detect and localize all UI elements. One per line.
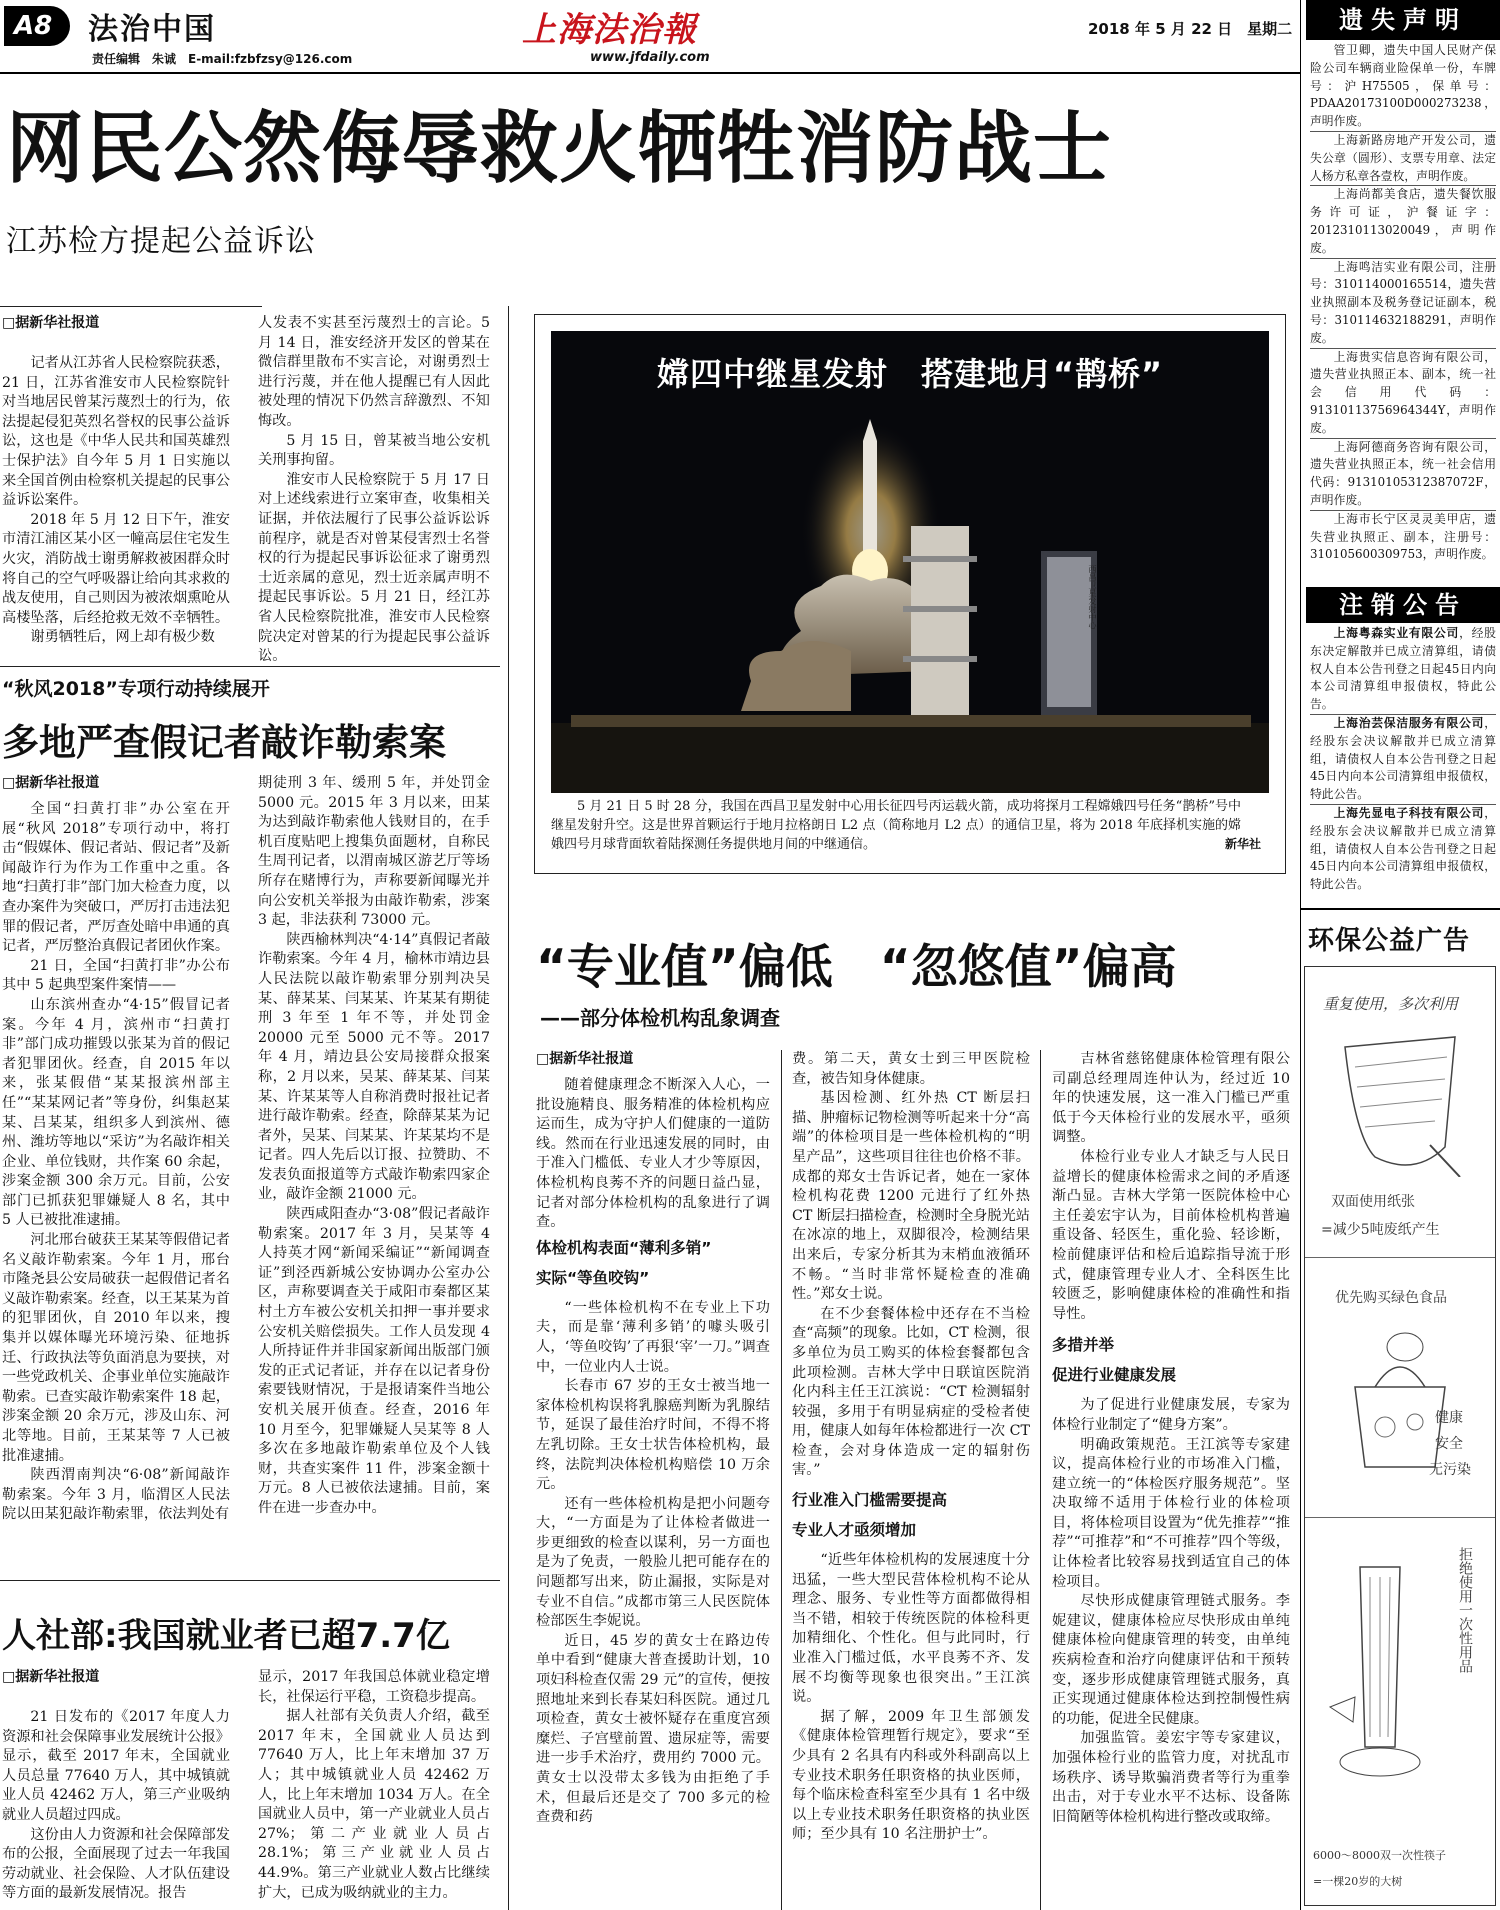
story2-col-2	[258, 774, 490, 1519]
story3-col-1	[2, 1708, 230, 1904]
paragraph: 吉林省慈铭健康体检管理有限公司副总经理周连仲认为，经过近 10 年的快速发展，这一准入门槛已严重低于今天体检行业的发展水平，亟须调整。	[1052, 1051, 1290, 1146]
paragraph: 河北邢台破获王某某等假借记者名义敲诈勒索案。今年 1 月，邢台市隆尧县公安局破获一起假借记者名义敲诈勒索案。经查，以王某某为首的犯罪团伙，自 2010 年以来，搜集并以媒体曝光环境污染、征地拆迁、行政执法等负面消息为要挟，对一些党政机关、企事业单位实施敲诈勒索。已查实敲诈勒索案件 18 起，涉案金额 20 余万元，涉及山东、河北等地。目前，王某某等 7 人已被批准逮捕。	[2, 1232, 230, 1464]
column-divider	[520, 306, 521, 896]
divider	[0, 1580, 500, 1581]
notice-item: 上海阿德商务咨询有限公司，遗失营业执照正本，统一社会信用代码：91310105312387072F，声明作废。	[1310, 439, 1496, 511]
paragraph: 这份由人力资源和社会保障部发布的公报，全面展现了过去一年我国劳动就业、社会保险、人才队伍建设等方面的最新发展情况。报告	[2, 1826, 230, 1902]
column-divider	[781, 1050, 782, 1910]
paragraph: 加强监管。姜宏宇等专家建议，加强体检行业的监管力度，对扰乱市场秩序、诱导欺骗消费者等行为重拳出击，对于专业水平不达标、设备陈旧简陋等体检机构进行整改或取缔。	[1052, 1730, 1290, 1825]
ad-text: =减少5吨废纸产生	[1321, 1222, 1440, 1238]
paragraph: 还有一些体检机构是把小问题夸大，“一方面是为了让体检者做进一步更细致的检查以谋利，另一方面也是为了免责，一般脸儿把可能存在的问题都写出来，防止漏报，实际是对专业不自信。”成都市第三人民医院体检部医生李妮说。	[536, 1495, 770, 1630]
paragraph: 明确政策规范。王江滨等专家建议，提高体检行业的市场准入门槛，建立统一的“体检医疗服务规范”。坚决取缔不适用于体检行业的体检项目，将体检项目设置为“优先推荐”“推荐”“可推荐”和“不可推荐”四个等级，让体检者比较容易找到适宜自己的体检项目。	[1052, 1436, 1290, 1590]
ad-title: 环保公益广告	[1308, 926, 1471, 956]
section-subhead: 专业人才亟须增加	[792, 1521, 917, 1540]
rocket-launch-image	[551, 331, 1269, 793]
story3-byline: □据新华社报道	[2, 1669, 100, 1685]
notice-body: ，经股东会决议解散并已成立清算组，请债权人自本公告刊登之日起45日内向本公司清算组申报债权，特此公告。	[1310, 805, 1496, 892]
paragraph: 谢勇牺牲后，网上却有极少数	[30, 629, 215, 646]
ad-text: 拒绝使用一次性用品	[1457, 1547, 1473, 1673]
paragraph: 淮安市人民检察院于 5 月 17 日对上述线索进行立案审查，收集相关证据，并依法履行了民事公益诉讼诉前程序，就是否对曾某侵害烈士名誉权的行为提起民事诉讼征求了谢勇烈士近亲属的意见，烈士近亲属声明不提起民事诉讼。5 月 21 日，经江苏省人民检察院批准，淮安市人民检察院决定对曾某的行为提起民事公益诉讼。	[258, 471, 490, 665]
paragraph: 尽快形成健康管理链式服务。李妮建议，健康体检应尽快形成由单纯健康体检向健康管理的转变，由单纯疾病检查和治疗向健康评估和干预转变，逐步形成健康管理链式服务，真正实现通过健康体检达到控制慢性病的功能，促进全民健康。	[1052, 1593, 1290, 1727]
company-name: 上海治芸保洁服务有限公司	[1333, 715, 1485, 730]
notice-item: 上海市长宁区灵灵美甲店，遗失营业执照正、副本，注册号：310105600309753，声明作废。	[1310, 511, 1496, 562]
ad-text: 优先购买绿色食品	[1335, 1290, 1447, 1306]
lost-notices-title: 遗失声明	[1306, 0, 1500, 40]
paragraph: 据了解，2009 年卫生部颁发《健康体检管理暂行规定》，要求“至少具有 2 名具有内科或外科副高以上专业技术职务任职资格的执业医师，每个临床检查科室至少具有 1 名中级以上专业技术职务任职资格的执业医师；至少具有 10 名注册护士”。	[792, 1708, 1030, 1843]
paragraph: 显示，2017 年我国总体就业稳定增长，社保运行平稳，工资稳步提高。	[258, 1669, 490, 1705]
notice-item	[1310, 625, 1496, 715]
story2-col-1	[2, 800, 230, 1525]
paragraph: 记者从江苏省人民检察院获悉，21 日，江苏省淮安市人民检察院针对当地居民曾某污蔑烈士的行为，依法提起侵犯英烈名誉权的民事公益诉讼，这也是《中华人民共和国英雄烈士保护法》自今年 5 月 1 日实施以来全国首例由检察机关提起的民事公益诉讼案件。	[2, 355, 230, 509]
paragraph: 期徒刑 3 年、缓刑 5 年，并处罚金 5000 元。2015 年 3 月以来，田某为达到敲诈勒索他人钱财目的，在手机百度贴吧上搜集负面题材，自称民生周刊记者，以渭南城区游艺厅等场所存在赌博行为，声称要新闻曝光并向公安机关举报为由敲诈勒索，涉案 3 起，非法获利 73000 元。	[258, 775, 490, 929]
paragraph: 为了促进行业健康发展，专家为体检行业制定了“健身方案”。	[1052, 1397, 1290, 1433]
lead-col-2	[258, 314, 490, 667]
ad-text: 安全	[1435, 1436, 1463, 1452]
paragraph: 2018 年 5 月 12 日下午，淮安市清江浦区某小区一幢高层住宅发生火灾，消防战士谢勇解救被困群众时将自己的空气呼吸器让给向其求救的战友使用，自己则因为被浓烟熏呛从高楼坠落，后经抢救无效不幸牺牲。	[2, 511, 230, 626]
cancel-notices-title: 注销公告	[1306, 587, 1500, 623]
paragraph: 陕西咸阳查办“3·08”假记者敲诈勒索案。2017 年 3 月，吴某等 4 人持英才网“新闻采编证”“新闻调查证”到泾西新城公安协调办公室办公区，声称要调查关于咸阳市秦都区某村土方车被公安机关扣押一事并要求公安机关赔偿损失。工作人员发现 4 人所持证件并非国家新闻出版部门颁发的正式记者证，并存在以记者身份索要钱财情况，于是报请案件当地公安机关展开侦查。经查，2016 年 10 月至今，犯罪嫌疑人吴某等 8 人多次在多地敲诈勒索单位及个人钱财，共查实案件 11 件，涉案金额十万元。8 人已被依法逮捕。目前，案件在进一步查办中。	[258, 1206, 490, 1516]
section-title: 法治中国	[88, 12, 216, 47]
cancel-notices	[1306, 587, 1500, 896]
photo-credit: 新华社	[1225, 837, 1262, 851]
paragraph: 近日，45 岁的黄女士在路边传单中看到“健康大普查援助计划，10 项妇科检查仅需 29 元”的宣传，便按照地址来到长春某妇科医院。通过几项检查，黄女士被怀疑存在重度宫颈糜烂、子宫壁前置、遗尿症等，需要进一步手术治疗，费用约 7000 元。黄女士以没带太多钱为由拒绝了手术，但最后还是交了 700 多元的检查费和药	[536, 1632, 770, 1826]
paper-name-logo: 上海法治報	[522, 10, 697, 50]
paragraph: 在不少套餐体检中还存在不当检查“高频”的现象。比如，CT 检测，很多单位为员工购买的体检套餐都包含此项检测。吉林大学中日联谊医院消化内科主任王江滨说：“CT 检测辐射较强，多用于有明显病症的受检者使用，健康人如每年体检都进行一次 CT 检查，会对身体造成一定的辐射伤害。”	[792, 1305, 1030, 1479]
story3-headline: 人社部:我国就业者已超7.7亿	[2, 1616, 450, 1656]
lead-headline: 网民公然侮辱救火牺牲消防战士	[6, 104, 1113, 194]
company-name: 上海粤森实业有限公司	[1333, 626, 1460, 640]
paragraph: 陕西渭南判决“6·08”新闻敲诈勒索案。今年 3 月，临渭区人民法院以田某犯敲诈勒索罪，依法判处有	[2, 1467, 230, 1523]
ad-text: 健康	[1435, 1410, 1463, 1426]
lead-col-1	[2, 354, 230, 648]
lead-subheadline: 江苏检方提起公益诉讼	[6, 224, 316, 259]
column-divider	[508, 306, 509, 1910]
paragraph: 体检行业专业人才缺乏与人民日益增长的健康体检需求之间的矛盾逐渐凸显。吉林大学第一医院体检中心主任姜宏宇认为，目前体检机构普遍重设备、轻医生，重化验、轻诊断，检前健康评估和检后追踪指导流于形式，健康管理专业人才、全科医生比较匮乏，影响健康体检的准确性和指导性。	[1052, 1148, 1290, 1322]
notice-item	[1310, 805, 1496, 894]
paragraph: 费。第二天，黄女士到三甲医院检查，被告知身体健康。	[792, 1051, 1030, 1087]
paragraph: 陕西榆林判决“4·14”真假记者敲诈勒索案。今年 4 月，榆林市靖边县人民法院以敲诈勒索罪分别判决吴某、薛某某、闫某某、许某某有期徒刑 3 年至 1 年不等，并处罚金 20000 元至 5000 元不等。2017 年 4 月，靖边县公安局接群众报案称，2 月以来，吴某、薛某某、闫某某、许某某等人自称消费时报社记者进行敲诈勒索。经查，除薛某某为记者外，吴某、闫某某、许某某均不是记者。四人先后以订报、拉赞助、不发表负面报道等方式敲诈勒索四家企业，敲诈金额 21000 元。	[258, 931, 490, 1203]
story2-kicker: “秋风2018”专项行动持续展开	[2, 678, 270, 700]
lost-notices	[1306, 0, 1500, 568]
section-subhead: 促进行业健康发展	[1052, 1366, 1177, 1385]
section-subhead: 实际“等鱼咬钩”	[536, 1268, 650, 1287]
masthead	[0, 0, 1300, 72]
notice-body: ，经股东会决议解散并已成立清算组，请债权人自本公告刊登之日起45日内向本公司清算组申报债权，特此公告。	[1310, 715, 1496, 802]
column-divider	[1040, 1050, 1041, 1910]
editor-line: 责任编辑 朱诚 E-mail:fzbfzsy@126.com	[92, 52, 353, 66]
section-subhead: 行业准入门槛需要提高	[792, 1491, 948, 1510]
story2-headline: 多地严查假记者敲诈勒索案	[2, 721, 446, 764]
public-service-ad	[1300, 910, 1500, 1910]
photo-caption	[551, 797, 1241, 854]
divider	[1305, 1257, 1495, 1258]
caption-text: 5 月 21 日 5 时 28 分，我国在西昌卫星发射中心用长征四号丙运载火箭，成功将探月工程嫦娥四号任务“鹊桥”号中继星发射升空。这是世界首颗运行于地月拉格朗日 L2 点（简称地月 L2 点）的通信卫星，将为 2018 年底择机实施的嫦娥四号月球背面软着陆探测任务提供地月间的中继通信。	[551, 799, 1241, 852]
divider	[1305, 1517, 1495, 1518]
launch-tower-lettering: 西昌卫星发射中心	[1088, 565, 1097, 629]
story4-byline: □据新华社报道	[536, 1051, 634, 1067]
section-subhead: 体检机构表面“薄利多销”	[536, 1238, 712, 1257]
paragraph: 人发表不实甚至污蔑烈士的言论。5 月 14 日，淮安经济开发区的曾某在微信群里散布不实言论，对谢勇烈士进行污蔑，并在他人提醒已有人因此被处理的情况下仍然言辞激烈、不知悔改。	[258, 315, 490, 429]
photo-overlay-title: 嫦四中继星发射 搭建地月“鹊桥”	[656, 355, 1164, 393]
ad-text: 双面使用纸张	[1331, 1194, 1415, 1210]
issue-date: 2018 年 5 月 22 日 星期二	[1088, 20, 1293, 38]
paragraph: 据人社部有关负责人介绍，截至 2017 年末，全国就业人员达到 77640 万人，比上年末增加 37 万人；其中城镇就业人员 42462 万人，比上年末增加 1034 万人。在全国就业人员中，第一产业就业人员占 27%；第二产业就业人员占 28.1%；第三产业就业人员占 44.9%。第三产业就业人数占比继续扩大，已成为吸纳就业的主力。	[258, 1708, 490, 1901]
ad-text: 无污染	[1429, 1462, 1471, 1478]
story4-headline: “专业值”偏低 “忽悠值”偏高	[536, 940, 1177, 995]
story2-byline: □据新华社报道	[2, 775, 100, 791]
paper-url: www.jfdaily.com	[590, 50, 710, 65]
lost-notices-list	[1306, 40, 1500, 568]
story4-col-2	[792, 1050, 1030, 1845]
notice-item: 管卫卿，遗失中国人民财产保险公司车辆商业险保单一份，车牌号：沪H75505，保单号：PDAA20173100D000273238，声明作废。	[1310, 42, 1496, 132]
chopsticks-tree-illustration	[1325, 1547, 1435, 1797]
paragraph: “一些体检机构不在专业上下功夫，而是靠‘薄利多销’的噱头吸引人，‘等鱼咬钩’了再狠‘宰’一刀。”调查中，一位业内人士说。	[536, 1299, 770, 1375]
company-name: 上海先显电子科技有限公司	[1333, 805, 1485, 820]
ad-text: =一棵20岁的大树	[1313, 1875, 1403, 1888]
notice-item: 上海尚都美食店，遗失餐饮服务许可证，沪餐证字：2012310113020049，声明作废。	[1310, 186, 1496, 258]
section-subhead: 多措并举	[1052, 1336, 1115, 1355]
lead-byline: □据新华社报道	[2, 315, 100, 331]
story4-col-3	[1052, 1050, 1290, 1827]
paper-stack-illustration	[1335, 1027, 1475, 1177]
notice-item	[1310, 715, 1496, 805]
story3-col-2	[258, 1668, 490, 1903]
ad-text: 6000～8000双一次性筷子	[1313, 1849, 1446, 1862]
paragraph: 全国“扫黄打非”办公室在开展“秋风 2018”专项行动中，将打击“假媒体、假记者站、假记者”及新闻敲诈行为作为工作重中之重。各地“扫黄打非”部门加大检查力度，以查办案件为突破口，严厉打击违法犯罪的假记者，严厉查处暗中串通的真记者，严厉整治真假记者团伙作案。	[2, 801, 230, 955]
paragraph: 基因检测、红外热 CT 断层扫描、肿瘤标记物检测等听起来十分“高端”的体检项目是一些体检机构的“明星产品”，这些项目往往也价格不菲。成都的郑女士告诉记者，她在一家体检机构花费 1200 元进行了红外热 CT 断层扫描检查，检测时全身脱光站在冰凉的地上，双脚很冷，检测结果出来后，专家分析其为末梢血液循环不畅。“当时非常怀疑检查的准确性。”郑女士说。	[792, 1090, 1030, 1303]
notice-item: 上海新路房地产开发公司，遗失公章（圆形）、支票专用章、法定人杨方私章各壹枚，声明作废。	[1310, 132, 1496, 186]
notice-item: 上海鸣洁实业有限公司，注册号：310114000165514，遗失营业执照副本及税务登记证副本，税号：310114632188291，声明作废。	[1310, 259, 1496, 349]
paragraph: 5 月 15 日，曾某被当地公安机关刑事拘留。	[258, 432, 490, 469]
paragraph: 长春市 67 岁的王女士被当地一家体检机构误将乳腺癌判断为乳腺结节，延误了最佳治疗时间，不得不将左乳切除。王女士状告体检机构，最终，法院判决体检机构赔偿 10 万余元。	[536, 1378, 770, 1493]
paragraph: 21 日，全国“扫黄打非”办公布其中 5 起典型案件案情——	[2, 957, 230, 994]
paragraph: 随着健康理念不断深入人心，一批设施精良、服务精准的体检机构应运而生，成为守护人们健康的一道防线。然而在行业迅速发展的同时，由于准入门槛低、专业人才少等原因，体检机构良莠不齐的问题日益凸显，记者对部分体检机构的乱象进行了调查。	[536, 1077, 770, 1231]
rocket-launch-photo	[551, 331, 1269, 793]
paragraph: 21 日发布的《2017 年度人力资源和社会保障事业发展统计公报》显示，截至 2017 年末，全国就业人员总量 77640 万人，其中城镇就业人员 42462 万人，第三产业吸纳就业人员超过四成。	[2, 1709, 230, 1823]
divider	[0, 306, 262, 307]
notice-body: ，经股东决定解散并已成立清算组，请债权人自本公告刊登之日起45日内向本公司清算组申报债权，特此公告。	[1310, 626, 1496, 712]
page-badge: A8	[4, 6, 70, 46]
story4-col-1	[536, 1076, 770, 1828]
paragraph: “近些年体检机构的发展速度十分迅猛，一些大型民营体检机构不论从理念、服务、专业性等方面都做得相当不错，相较于传统医院的体检科更加精细化、个性化。但与此同时，行业准入门槛过低，水平良莠不齐、发展不均衡等现象也很突出。”王江滨说。	[792, 1552, 1030, 1706]
notice-item: 上海贵实信息咨询有限公司，遗失营业执照正本、副本，统一社会信用代码：91310113756964344Y，声明作废。	[1310, 349, 1496, 439]
paragraph: 山东滨州查办“4·15”假冒记者案。今年 4 月，滨州市“扫黄打非”部门成功摧毁以张某为首的假记者犯罪团伙。经查，自 2015 年以来，张某假借“某某报滨州部主任”“某某网记者”等身份，纠集赵某某、吕某某，组织多人到滨州、德州、潍坊等地以“采访”为名敲诈相关企业、单位钱财，共作案 60 余起，涉案金额 300 余万元。目前，公安部门已抓获犯罪嫌疑人 8 名，其中 5 人已被批准逮捕。	[2, 996, 230, 1229]
cancel-notices-list	[1306, 623, 1500, 896]
divider	[0, 666, 500, 667]
photo-box	[534, 314, 1286, 874]
ad-frame	[1304, 966, 1496, 1906]
ad-text: 重复使用，多次利用	[1323, 995, 1459, 1013]
story4-subheadline: ——部分体检机构乱象调查	[540, 1006, 780, 1030]
masthead-rule	[0, 72, 1300, 74]
